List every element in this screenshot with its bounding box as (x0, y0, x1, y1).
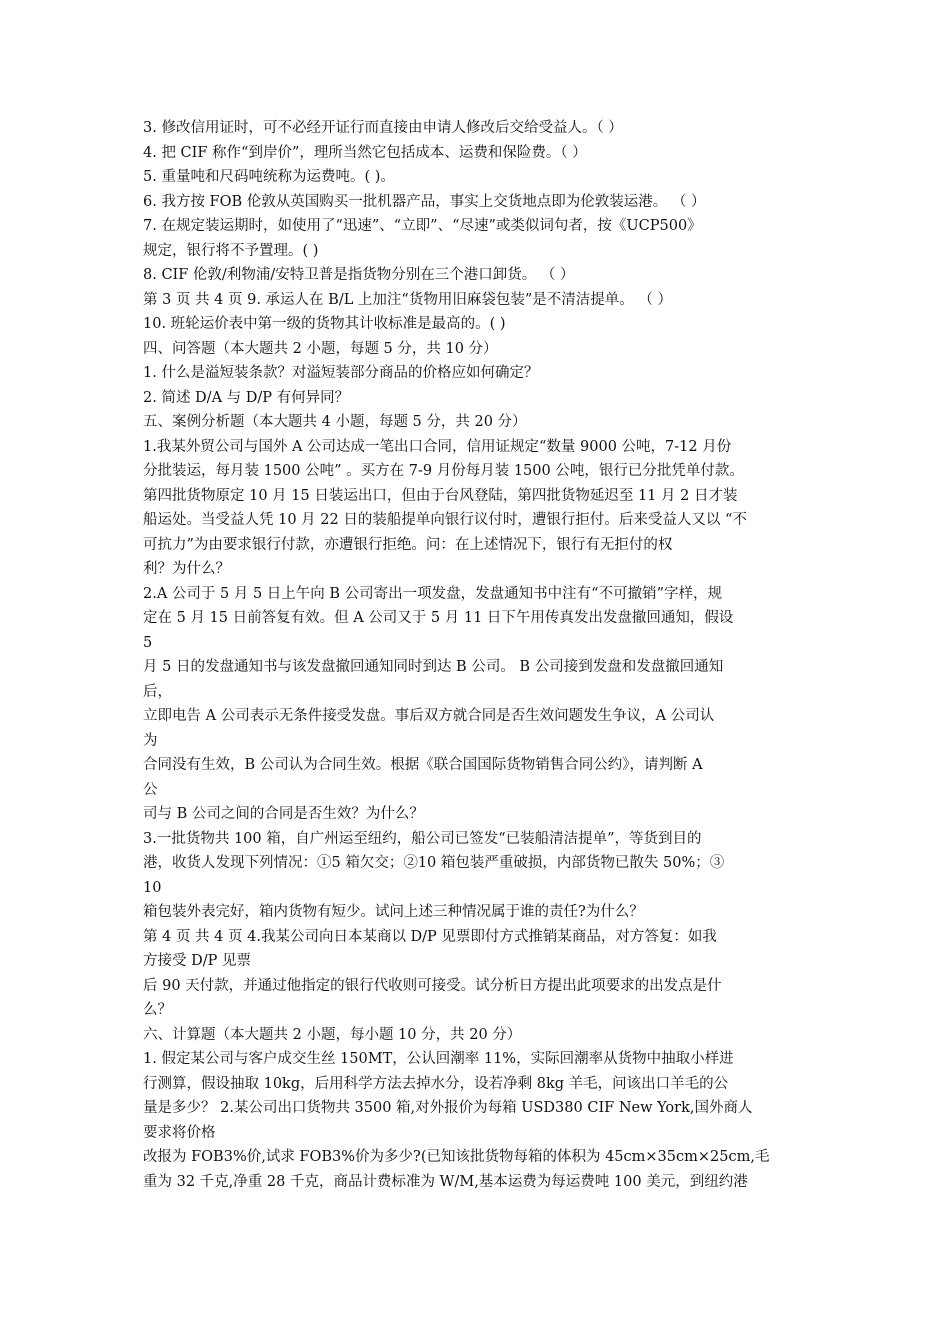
section-heading: 六、计算题（本大题共 2 小题，每小题 10 分，共 20 分） (143, 1026, 522, 1043)
text-line: 合同没有生效，B 公司认为合同生效。根据《联合国国际货物销售合同公约》，请判断 A (143, 757, 703, 773)
text-line: 7. 在规定装运期时，如使用了“迅速”、“立即”、“尽速”或类似词句者，按《UCP500》 (143, 218, 702, 234)
section-heading: 四、问答题（本大题共 2 小题，每题 5 分，共 10 分） (143, 340, 498, 357)
text-line: 2.A 公司于 5 月 5 日上午向 B 公司寄出一项发盘，发盘通知书中注有“不可撤销”字样，规 (143, 585, 722, 602)
text-line: 立即电告 A 公司表示无条件接受发盘。事后双方就合同是否生效问题发生争议，A 公司认 (143, 708, 715, 724)
text-line: 8. CIF 伦敦/利物浦/安特卫普是指货物分别在三个港口卸货。 （ ） (143, 267, 575, 283)
text-line: 可抗力”为由要求银行付款，亦遭银行拒绝。问：在上述情况下，银行有无拒付的权 (143, 536, 673, 553)
text-line: 港，收货人发现下列情况：①5 箱欠交；②10 箱包装严重破损，内部货物已散失 50%；③ (143, 855, 725, 871)
text-line: 1. 什么是溢短装条款？对溢短装部分商品的价格应如何确定？ (143, 365, 539, 381)
text-line: 量是多少？ 2.某公司出口货物共 3500 箱,对外报价为每箱 USD380 CIF New York,国外商人 (143, 1100, 753, 1116)
text-line: 定在 5 月 15 日前答复有效。但 A 公司又于 5 月 11 日下午用传真发出发盘撤回通知，假设 (143, 610, 734, 626)
text-line: 么？ (143, 1002, 172, 1018)
text-line: 司与 B 公司之间的合同是否生效？为什么？ (143, 806, 424, 822)
text-line: 后， (143, 683, 172, 700)
text-line: 后 90 天付款，并通过他指定的银行代收则可接受。试分析日方提出此项要求的出发点是什 (143, 977, 722, 994)
text-line: 利？为什么？ (143, 561, 230, 577)
text-line: 要求将价格 (143, 1124, 216, 1141)
text-line: 重为 32 千克,净重 28 千克，商品计费标准为 W/M,基本运费为每运费吨 100 美元，到纽约港 (143, 1173, 748, 1190)
text-line: 3.一批货物共 100 箱，自广州运至纽约，船公司已签发“已装船清洁提单”，等货到目的 (143, 830, 702, 847)
text-line: 规定，银行将不予置理。( ) (143, 242, 319, 259)
text-line: 第 3 页 共 4 页 9. 承运人在 B/L 上加注“货物用旧麻袋包装”是不清洁提单。 （ ） (143, 291, 672, 308)
text-line: 10. 班轮运价表中第一级的货物其计收标准是最高的。( ) (143, 316, 506, 332)
text-line: 船运处。当受益人凭 10 月 22 日的装船提单向银行议付时，遭银行拒付。后来受益人又以 “不 (143, 512, 747, 528)
text-line: 3. 修改信用证时，可不必经开证行而直接由申请人修改后交给受益人。（ ） (143, 120, 623, 136)
text-line: 公 (143, 781, 158, 798)
text-line: 月 5 日的发盘通知书与该发盘撤回通知同时到达 B 公司。 B 公司接到发盘和发盘撤回通知 (143, 659, 724, 675)
text-line: 2. 简述 D/A 与 D/P 有何异同？ (143, 389, 350, 406)
text-line: 5 (143, 634, 153, 651)
text-line: 5. 重量吨和尺码吨统称为运费吨。( )。 (143, 169, 395, 185)
text-line: 改报为 FOB3%价,试求 FOB3%价为多少?(已知该批货物每箱的体积为 45cm×35cm×25cm,毛 (143, 1149, 770, 1165)
text-line: 行测算，假设抽取 10kg，后用科学方法去掉水分，设若净剩 8kg 羊毛，问该出口羊毛的公 (143, 1075, 729, 1092)
text-line: 4. 把 CIF 称作“到岸价”，理所当然它包括成本、运费和保险费。（ ） (143, 144, 587, 161)
text-line: 1.我某外贸公司与国外 A 公司达成一笔出口合同，信用证规定“数量 9000 公吨，7-12 月份 (143, 438, 732, 455)
text-line: 分批装运，每月装 1500 公吨” 。买方在 7-9 月份每月装 1500 公吨，银行已分批凭单付款。 (143, 463, 744, 479)
text-line: 第 4 页 共 4 页 4.我某公司向日本某商以 D/P 见票即付方式推销某商品，对方答复：如我 (143, 928, 717, 945)
text-line: 为 (143, 732, 158, 749)
document-body (143, 116, 813, 1194)
text-line: 第四批货物原定 10 月 15 日装运出口，但由于台风登陆，第四批货物延迟至 11 月 2 日才装 (143, 487, 738, 504)
text-line: 1. 假定某公司与客户成交生丝 150MT，公认回潮率 11%，实际回潮率从货物中抽取小样进 (143, 1051, 734, 1067)
text-line: 箱包装外表完好，箱内货物有短少。试问上述三种情况属于谁的责任?为什么？ (143, 904, 644, 920)
section-heading: 五、案例分析题（本大题共 4 小题，每题 5 分，共 20 分） (143, 414, 527, 430)
text-line: 10 (143, 879, 162, 896)
text-line: 6. 我方按 FOB 伦敦从英国购买一批机器产品，事实上交货地点即为伦敦装运港。 （ ） (143, 193, 706, 210)
text-line: 方接受 D/P 见票 (143, 953, 251, 969)
